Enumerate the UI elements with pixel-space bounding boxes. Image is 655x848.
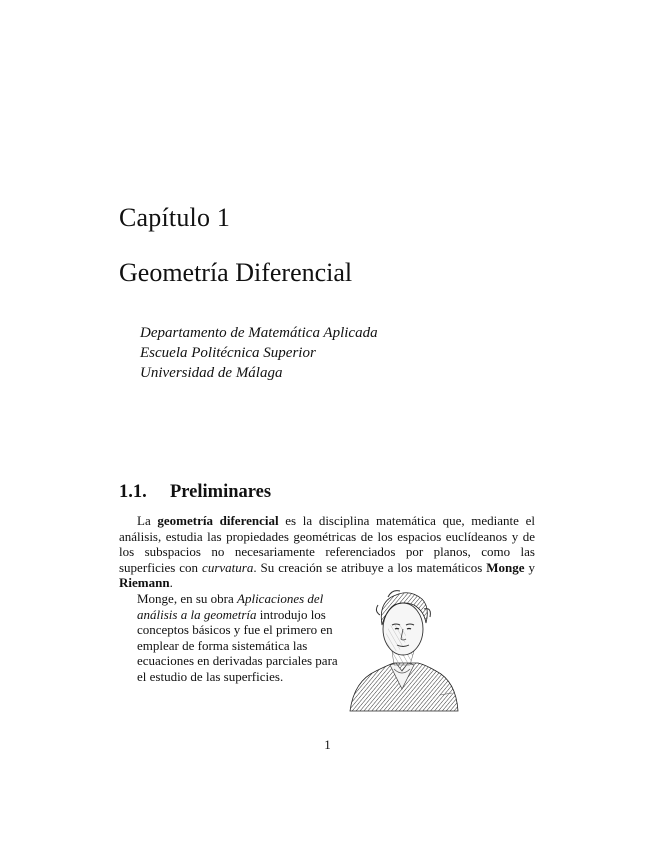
affiliation-university: Universidad de Málaga <box>140 365 283 381</box>
monge-portrait <box>344 585 462 713</box>
para-text: . Su creación se atribuye a los matemáticos <box>253 559 487 575</box>
para-text: y <box>524 559 535 575</box>
affiliation-school: Escuela Politécnica Superior <box>140 345 316 361</box>
para-text: La <box>137 513 158 528</box>
name-riemann: Riemann <box>119 575 170 591</box>
para-text: es la disciplina matemática que, mediante el análisis, estudia las propiedades geométricas de los espacios euclídeanos y de los subspacios no necesariamente referenciados por planos, como las superficies con <box>119 513 535 575</box>
monge-paragraph <box>137 591 342 685</box>
name-monge: Monge <box>486 559 525 575</box>
para-text: introdujo los conceptos básicos y fue el primero en emplear de forma sistemática las ecuaciones en derivadas parciales para el estudio de las superficies. <box>137 606 338 684</box>
chapter-label: Capítulo 1 <box>119 203 231 232</box>
section-number: 1.1. <box>119 482 147 502</box>
term-geometria-diferencial: geometría diferencial <box>157 513 279 528</box>
chapter-title: Geometría Diferencial <box>119 258 353 287</box>
intro-paragraph <box>119 513 535 591</box>
affiliation-block <box>140 323 378 383</box>
term-curvatura: curvatura <box>202 559 254 575</box>
page-number: 1 <box>324 737 331 752</box>
section-title: Preliminares <box>170 482 272 502</box>
para-text: . <box>169 575 173 591</box>
work-title: Aplicaciones del análisis a la geometría <box>137 591 324 622</box>
section-heading <box>119 482 271 503</box>
affiliation-department: Departamento de Matemática Aplicada <box>140 325 378 341</box>
para-text: Monge, en su obra <box>137 591 238 606</box>
